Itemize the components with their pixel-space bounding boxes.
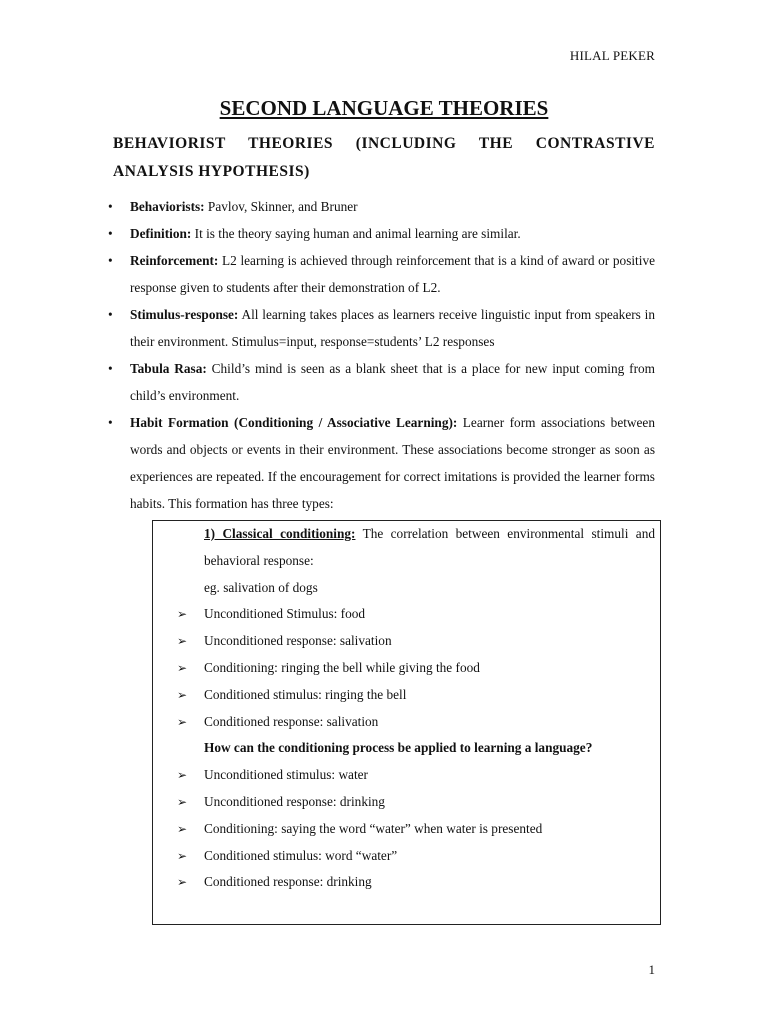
section-heading-line-2: ANALYSIS HYPOTHESIS) bbox=[113, 163, 310, 180]
section-heading-line-1: BEHAVIORIST THEORIES (INCLUDING THE CONTRASTIVE bbox=[113, 135, 655, 152]
arrow-item-text: Unconditioned Stimulus: food bbox=[204, 606, 366, 622]
arrow-item bbox=[177, 601, 655, 628]
arrow-item bbox=[177, 869, 655, 896]
arrow-item bbox=[177, 843, 655, 870]
arrow-item-text: Unconditioned response: drinking bbox=[204, 793, 385, 809]
classical-conditioning-box bbox=[152, 520, 661, 925]
arrow-item-text: Conditioning: ringing the bell while giving the food bbox=[204, 659, 480, 675]
arrow-item bbox=[177, 816, 655, 843]
bullet-text: It is the theory saying human and animal learning are similar. bbox=[191, 226, 521, 241]
arrow-item-text: Conditioning: saying the word “water” when water is presented bbox=[204, 820, 543, 836]
arrow-bullet-icon: ➢ bbox=[177, 875, 188, 890]
arrow-bullet-icon: ➢ bbox=[177, 794, 188, 809]
arrow-item bbox=[177, 709, 655, 736]
arrow-bullet-icon: ➢ bbox=[177, 714, 188, 729]
arrow-item bbox=[177, 762, 655, 789]
arrow-bullet-icon: ➢ bbox=[177, 821, 188, 836]
arrow-bullet-icon: ➢ bbox=[177, 660, 188, 675]
bullet-list bbox=[108, 193, 655, 517]
bullet-text: Pavlov, Skinner, and Bruner bbox=[204, 199, 358, 214]
bullet-icon: • bbox=[108, 361, 113, 376]
bullet-term: Reinforcement: bbox=[130, 253, 219, 268]
bullet-item-stimulus-response bbox=[108, 301, 655, 355]
bullet-text: Learner form associations between words and objects or events in their environment. These associations become stronger as soon as experiences are repeated. If the encouragement for correct imitations is provided the learner forms habits. This formation has three types: bbox=[130, 415, 655, 511]
arrow-bullet-icon: ➢ bbox=[177, 687, 188, 702]
arrow-item-text: Unconditioned stimulus: water bbox=[204, 767, 368, 783]
section-heading bbox=[113, 130, 655, 186]
bullet-term: Habit Formation (Conditioning / Associative Learning): bbox=[130, 415, 458, 430]
bullet-text: All learning takes places as learners receive linguistic input from speakers in their environment. Stimulus=input, response=students’ L2 responses bbox=[130, 307, 655, 349]
arrow-bullet-icon: ➢ bbox=[177, 607, 188, 622]
arrow-item-text: Unconditioned response: salivation bbox=[204, 633, 392, 649]
arrow-item-text: Conditioned stimulus: ringing the bell bbox=[204, 686, 407, 702]
bullet-icon: • bbox=[108, 253, 113, 268]
bullet-term: Behaviorists: bbox=[130, 199, 205, 214]
page-title: SECOND LANGUAGE THEORIES bbox=[219, 96, 549, 120]
bullet-icon: • bbox=[108, 307, 113, 322]
arrow-bullet-icon: ➢ bbox=[177, 768, 188, 783]
arrow-bullet-icon: ➢ bbox=[177, 634, 188, 649]
box-question: How can the conditioning process be applied to learning a language? bbox=[204, 740, 593, 756]
bullet-term: Stimulus-response: bbox=[130, 307, 239, 322]
arrow-item bbox=[177, 628, 655, 655]
bullet-item-behaviorists bbox=[108, 193, 655, 220]
bullet-term: Definition: bbox=[130, 226, 192, 241]
bullet-item-tabula-rasa bbox=[108, 355, 655, 409]
arrow-item-text: Conditioned stimulus: word “water” bbox=[204, 847, 398, 863]
bullet-item-reinforcement bbox=[108, 247, 655, 301]
box-heading-term: 1) Classical conditioning: bbox=[204, 526, 356, 541]
bullet-text: Child’s mind is seen as a blank sheet that is a place for new input coming from child’s environment. bbox=[130, 361, 655, 403]
bullet-item-definition bbox=[108, 220, 655, 247]
bullet-icon: • bbox=[108, 226, 113, 241]
arrow-item bbox=[177, 655, 655, 682]
bullet-icon: • bbox=[108, 415, 113, 430]
arrow-item-text: Conditioned response: drinking bbox=[204, 874, 372, 890]
bullet-icon: • bbox=[108, 199, 113, 214]
bullet-text: L2 learning is achieved through reinforcement that is a kind of award or positive response given to students after their demonstration of L2. bbox=[130, 253, 655, 295]
box-example: eg. salivation of dogs bbox=[204, 579, 318, 595]
bullet-item-habit-formation bbox=[108, 409, 655, 517]
arrow-item bbox=[177, 789, 655, 816]
box-heading bbox=[204, 521, 655, 575]
box-content bbox=[177, 521, 656, 896]
arrow-item bbox=[177, 682, 655, 709]
page-number: 1 bbox=[648, 962, 655, 977]
box-heading-text: The correlation between environmental stimuli and behavioral response: bbox=[204, 526, 656, 568]
arrow-item-text: Conditioned response: salivation bbox=[204, 713, 379, 729]
arrow-bullet-icon: ➢ bbox=[177, 848, 188, 863]
header-author: HILAL PEKER bbox=[569, 48, 655, 63]
bullet-term: Tabula Rasa: bbox=[130, 361, 207, 376]
